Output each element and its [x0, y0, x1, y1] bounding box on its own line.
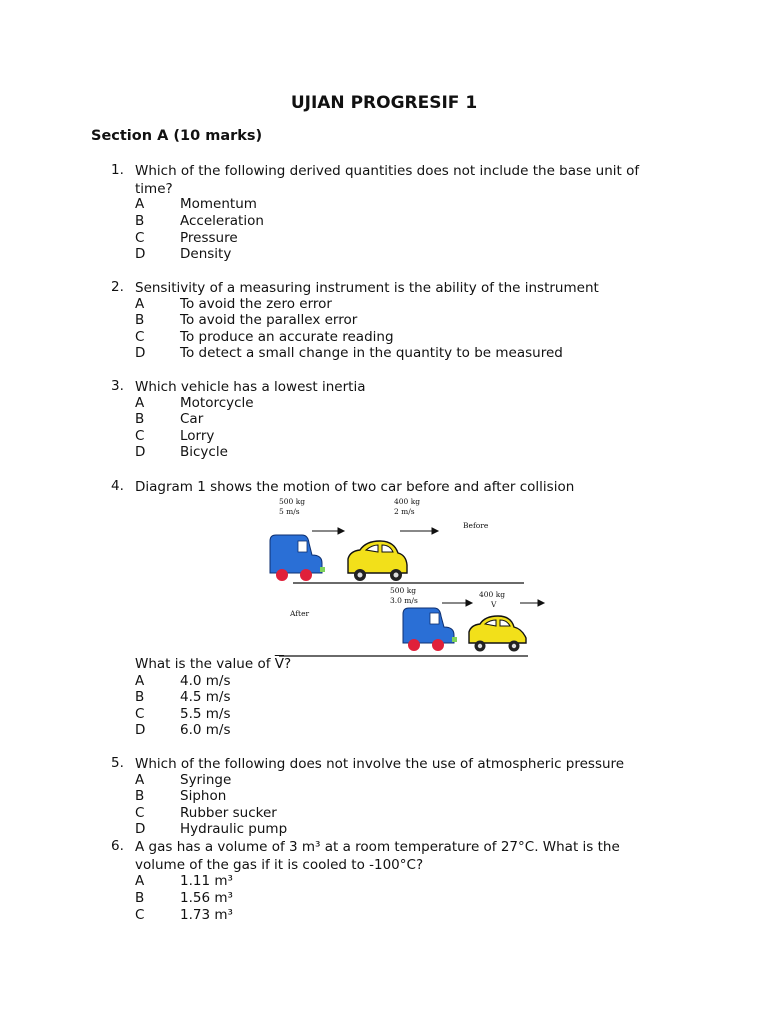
- question-text: A gas has a volume of 3 m³ at a room temperature of 27°C. What is the volume of the gas if it is cooled to -100°C?: [135, 839, 620, 873]
- question-number: 4.: [111, 478, 124, 494]
- option-b: B Car: [135, 411, 204, 427]
- option-c: C To produce an accurate reading: [135, 329, 394, 345]
- option-c: C Lorry: [135, 428, 215, 444]
- before-label: Before: [463, 521, 489, 530]
- collision-diagram: [262, 493, 552, 663]
- option-b: B To avoid the parallex error: [135, 312, 358, 328]
- car-mass-before: 400 kg: [394, 497, 421, 506]
- option-a: A Momentum: [135, 196, 257, 212]
- car-mass-after: 400 kg: [479, 590, 506, 599]
- van-icon: [403, 608, 457, 651]
- option-d: D Density: [135, 246, 232, 262]
- option-d: D To detect a small change in the quantity to be measured: [135, 345, 563, 361]
- question-text: Sensitivity of a measuring instrument is the ability of the instrument: [135, 280, 599, 296]
- option-a: A To avoid the zero error: [135, 296, 332, 312]
- question-number: 3.: [111, 378, 124, 394]
- option-a: A Motorcycle: [135, 395, 254, 411]
- car-speed-before: 2 m/s: [394, 507, 415, 516]
- car-icon: [469, 616, 526, 652]
- van-icon: [270, 535, 325, 581]
- option-b: B Siphon: [135, 788, 227, 804]
- section-heading: Section A (10 marks): [91, 128, 263, 144]
- option-a: A 1.11 m³: [135, 873, 233, 889]
- after-label: After: [290, 609, 310, 618]
- option-b: B 4.5 m/s: [135, 689, 231, 705]
- car-icon: [348, 541, 407, 581]
- question-text: Diagram 1 shows the motion of two car before and after collision: [135, 479, 575, 495]
- option-b: B 1.56 m³: [135, 890, 233, 906]
- option-c: C Pressure: [135, 230, 238, 246]
- option-a: A 4.0 m/s: [135, 673, 231, 689]
- van-mass-after: 500 kg: [390, 586, 417, 595]
- option-d: D Hydraulic pump: [135, 821, 288, 837]
- arrow-icon: [312, 528, 438, 534]
- question-number: 1.: [111, 162, 124, 178]
- van-speed-after: 3.0 m/s: [390, 596, 418, 605]
- question-number: 5.: [111, 755, 124, 771]
- van-mass-before: 500 kg: [279, 497, 306, 506]
- option-a: A Syringe: [135, 772, 232, 788]
- question-number: 6.: [111, 838, 124, 854]
- car-speed-after: V: [491, 600, 497, 609]
- question-text: Which of the following derived quantities does not include the base unit of time?: [135, 163, 640, 197]
- question-text: Which vehicle has a lowest inertia: [135, 379, 366, 395]
- question-text: Which of the following does not involve the use of atmospheric pressure: [135, 756, 625, 772]
- option-c: C 1.73 m³: [135, 907, 233, 923]
- option-c: C Rubber sucker: [135, 805, 277, 821]
- option-d: D 6.0 m/s: [135, 722, 231, 738]
- option-b: B Acceleration: [135, 213, 264, 229]
- option-d: D Bicycle: [135, 444, 228, 460]
- sub-question: What is the value of $\overline{V}$?: [135, 656, 292, 672]
- van-speed-before: 5 m/s: [279, 507, 300, 516]
- question-number: 2.: [111, 279, 124, 295]
- option-c: C 5.5 m/s: [135, 706, 231, 722]
- page-title: UJIAN PROGRESIF 1: [290, 93, 478, 113]
